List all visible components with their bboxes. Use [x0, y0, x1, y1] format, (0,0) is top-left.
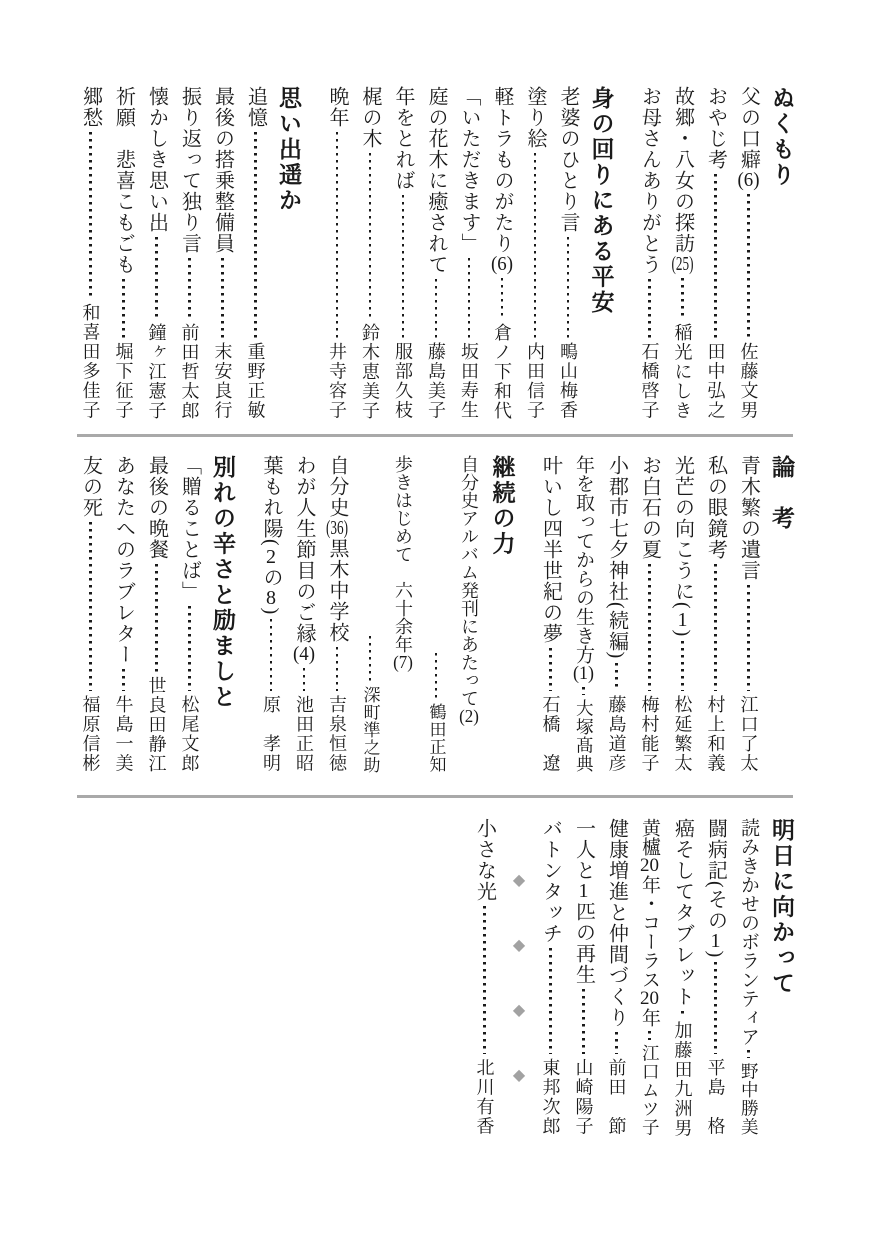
entry-author: 原 孝明: [261, 695, 281, 773]
toc-entry: [79, 455, 103, 773]
entry-title: 庭の花木に癒されて: [425, 86, 447, 275]
diamond-icon: ◆: [509, 1000, 527, 1019]
entry-title: 軽トラものがたり(6): [491, 86, 513, 274]
toc-entry: [539, 818, 563, 1136]
dot-leader: [155, 237, 158, 319]
entry-title: 懐かしき思い出: [145, 86, 168, 233]
entry-author: 末安良行: [212, 342, 233, 420]
entry-title: 友の死: [79, 455, 102, 518]
entry-title: わが人生節目のご縁(4): [293, 455, 315, 664]
entry-author: 松延繁太: [672, 695, 693, 773]
dot-leader: [747, 194, 750, 338]
entry-title: 「贈ることば」: [178, 455, 201, 602]
entry-author: 池田正昭: [294, 695, 314, 773]
toc-entry: [671, 455, 695, 773]
toc-entry: [325, 455, 349, 773]
entry-title: 晩年: [326, 86, 348, 128]
dot-leader: [89, 522, 92, 691]
diamond-icon: ◆: [509, 870, 527, 889]
entry-title: 光芒の向こうに(1): [671, 455, 694, 638]
entry-author: 吉泉恒徳: [327, 695, 347, 773]
entry-title: 癌そしてタブレット: [671, 818, 694, 1007]
toc-band-top: [0, 86, 875, 420]
entry-title: 祈願 悲喜こもごも: [112, 86, 135, 275]
dot-leader: [615, 663, 618, 691]
dot-leader: [188, 258, 191, 319]
entry-title: 年をとれば: [392, 86, 414, 191]
entry-title: 最後の晩餐: [145, 455, 168, 560]
toc-entry: [638, 818, 662, 1136]
dot-leader: [567, 237, 570, 338]
dot-leader: [303, 668, 306, 691]
entry-author: 和喜田多佳子: [80, 303, 101, 420]
toc-entry: [605, 818, 629, 1136]
toc-entry: [325, 86, 349, 420]
dot-leader: [483, 906, 486, 1054]
tcy-number: 20: [640, 989, 659, 1008]
toc-entry: [292, 455, 316, 773]
toc-entry: [572, 455, 596, 773]
dot-leader: [534, 153, 537, 338]
entry-title: 歩きはじめて 六十余年(7): [393, 455, 413, 671]
entry-author: 江口ムツ子: [640, 1043, 661, 1136]
entry-title: お白石の夏: [638, 455, 661, 560]
entry-author: 江口了太: [738, 695, 759, 773]
section-header: 思い出遥か: [276, 86, 302, 214]
dot-leader: [89, 132, 92, 299]
entry-title: 故郷・八女の探訪(25): [671, 86, 694, 274]
toc-entry: [112, 86, 136, 420]
entry-author: 重野正敏: [245, 342, 266, 420]
entry-author: 坂田寿生: [459, 342, 479, 420]
diamond-separator: [506, 818, 530, 1136]
dot-leader: [615, 1032, 618, 1054]
section-divider-rule: [77, 434, 793, 437]
entry-author: 前田 節: [606, 1058, 627, 1136]
dot-leader: [582, 687, 585, 695]
toc-entry: [79, 86, 103, 420]
toc-entry: [556, 86, 580, 420]
toc-entry: [704, 86, 728, 420]
dot-leader: [648, 279, 651, 338]
toc-entry: [457, 455, 481, 773]
dot-leader: [501, 278, 504, 319]
dot-leader: [747, 1050, 750, 1058]
entry-author: 前田哲太郎: [179, 322, 200, 420]
entry-title: 父の口癖(6): [737, 86, 760, 190]
entry-author: 世良田静江: [146, 675, 167, 773]
entry-author: 藤島美子: [426, 342, 446, 420]
toc-entry: [473, 818, 497, 1136]
dot-leader: [549, 648, 552, 691]
tcy-number: 8: [266, 587, 276, 608]
entry-title: 自分史(36)黒木中学校: [326, 455, 348, 643]
tcy-number: (6): [737, 170, 760, 190]
tcy-number: (7): [393, 653, 413, 671]
toc-entry: [638, 86, 662, 420]
toc-entry: [112, 455, 136, 773]
entry-title: 健康増進と仲間づくり: [605, 818, 628, 1028]
entry-title: 年を取ってからの生き方(1): [573, 455, 594, 683]
toc-entry: [391, 86, 415, 420]
tcy-number: (1): [573, 664, 594, 683]
section-header: 明日に向かって: [769, 818, 795, 997]
toc-entry: [572, 818, 596, 1136]
tcy-number: 1: [710, 930, 721, 951]
entry-author: 鴫山梅香: [558, 342, 578, 420]
toc-entry-author-column: [358, 455, 382, 773]
entry-author: 平島 格: [705, 1058, 726, 1136]
entry-author: 松尾文郎: [179, 695, 200, 773]
diamond-icon: ◆: [509, 935, 527, 954]
entry-author: 堀下征子: [113, 342, 134, 420]
entry-title: 追憶: [244, 86, 267, 128]
toc-entry: [358, 86, 382, 420]
tcy-number: (6): [491, 254, 513, 274]
entry-title: 小郡市七夕神社(続編): [605, 455, 628, 660]
entry-title: 「いただきます」: [458, 86, 480, 254]
dot-leader: [435, 279, 438, 338]
dot-leader: [648, 1031, 651, 1040]
toc-entry: [178, 455, 202, 773]
entry-author: 村上和義: [705, 695, 726, 773]
entry-author: 藤島道彦: [606, 695, 627, 773]
dot-leader: [155, 564, 158, 672]
tcy-number: 2: [266, 546, 276, 567]
entry-title: お母さんありがとう: [638, 86, 661, 275]
dot-leader: [369, 636, 372, 682]
dot-leader: [369, 153, 372, 319]
toc-entry: [671, 86, 695, 420]
toc-entry: [424, 86, 448, 420]
toc-entry: [244, 86, 268, 420]
entry-author: 牛島一美: [113, 695, 134, 773]
dot-leader: [188, 606, 191, 691]
tcy-number: (36): [326, 518, 348, 538]
toc-entry: [457, 86, 481, 420]
entry-title: 黄櫨20年・コーラス20年: [639, 818, 660, 1027]
toc-entry: [259, 455, 283, 773]
entry-title: 老婆のひとり言: [557, 86, 579, 233]
toc-band-middle: [0, 455, 875, 773]
dot-leader: [648, 564, 651, 691]
entry-title: 自分史アルバム発刊にあたって(2): [459, 455, 479, 725]
dot-leader: [468, 258, 471, 338]
entry-title: 私の眼鏡考: [704, 455, 727, 560]
entry-title: 叶いし四半世紀の夢: [539, 455, 562, 644]
entry-author: 倉ノ下和代: [492, 322, 512, 420]
entry-author: 鐘ヶ江憲子: [146, 322, 167, 420]
entry-title: 振り返って独り言: [178, 86, 201, 254]
section-header: 論 考: [769, 455, 795, 532]
entry-title: おやじ考: [704, 86, 727, 170]
dot-leader: [402, 195, 405, 338]
dot-leader: [122, 279, 125, 338]
dot-leader: [714, 174, 717, 338]
entry-author: 北川有香: [474, 1058, 495, 1136]
toc-entry: [737, 86, 761, 420]
section-header: 継続の力: [489, 455, 516, 557]
entry-author: 石橋啓子: [639, 342, 660, 420]
toc-entry: [523, 86, 547, 420]
entry-author: 稲光にしき: [672, 322, 693, 420]
entry-title: 最後の搭乗整備員: [211, 86, 234, 254]
entry-title: あなたへのラブレター: [112, 455, 135, 665]
entry-title: 一人と1匹の再生: [572, 818, 595, 985]
entry-author: 鈴木恵美子: [360, 322, 380, 420]
section-header: 身の回りにある平安: [588, 86, 615, 316]
tcy-number: 20: [640, 856, 659, 875]
entry-author: 鶴田正知: [426, 703, 446, 773]
entry-author: 井寺容子: [327, 342, 347, 420]
dot-leader: [582, 989, 585, 1054]
toc-entry: [605, 455, 629, 773]
entry-author: 田中弘之: [705, 342, 726, 420]
entry-author: 深町準之助: [360, 685, 380, 773]
dot-leader: [714, 564, 717, 691]
section-divider-rule: [77, 795, 793, 798]
toc-entry: [737, 818, 761, 1136]
dot-leader: [681, 641, 684, 691]
dot-leader: [714, 962, 717, 1054]
dot-leader: [681, 1011, 684, 1017]
dot-leader: [122, 669, 125, 691]
entry-title: 青木繁の遺言: [737, 455, 760, 581]
dot-leader: [221, 258, 224, 338]
dot-leader: [435, 653, 438, 699]
entry-author: 山崎陽子: [573, 1058, 594, 1136]
entry-author: 加藤田九洲男: [672, 1021, 693, 1138]
tcy-number: (25): [671, 254, 694, 274]
dot-leader: [270, 619, 273, 691]
tcy-number: (4): [293, 644, 315, 664]
entry-author: 梅村能子: [639, 695, 660, 773]
tcy-number: 1: [578, 881, 589, 901]
toc-entry: [671, 818, 695, 1136]
toc-entry: [737, 455, 761, 773]
toc-entry-author-column: [424, 455, 448, 773]
entry-author: 内田信子: [525, 342, 545, 420]
section-header: ぬくもり: [769, 86, 795, 188]
entry-title: 闘病記(その1): [704, 818, 727, 959]
entry-title: 梶の木: [359, 86, 381, 149]
tcy-number: (2): [459, 707, 479, 725]
toc-entry: [704, 818, 728, 1136]
entry-author: 大塚髙典: [574, 699, 595, 773]
dot-leader: [336, 132, 339, 338]
dot-leader: [254, 132, 257, 338]
toc-entry: [490, 86, 514, 420]
entry-author: 服部久枝: [393, 342, 413, 420]
toc-entry: [178, 86, 202, 420]
dot-leader: [336, 647, 339, 691]
toc-entry: [145, 86, 169, 420]
toc-entry: [211, 86, 235, 420]
dot-leader: [681, 278, 684, 319]
entry-title: バトンタッチ: [539, 818, 562, 944]
entry-author: 野中勝美: [739, 1062, 760, 1136]
entry-author: 石橋 遼: [540, 695, 561, 773]
entry-title: 郷愁: [79, 86, 102, 128]
entry-author: 東邦次郎: [540, 1058, 561, 1136]
dot-leader: [747, 585, 750, 691]
toc-entry: [638, 455, 662, 773]
entry-title: 読みきかせのボランティア: [738, 818, 759, 1046]
entry-author: 福原信彬: [80, 695, 101, 773]
toc-band-bottom: [0, 818, 875, 1136]
entry-author: 佐藤文男: [738, 342, 759, 420]
section-header: 別れの辛さと励ましと: [210, 455, 236, 710]
toc-entry: [704, 455, 728, 773]
entry-title: 葉もれ陽(2の8): [260, 455, 282, 616]
entry-title: 塗り絵: [524, 86, 546, 149]
tcy-number: 1: [677, 609, 688, 630]
dot-leader: [549, 948, 552, 1054]
toc-entry: [145, 455, 169, 773]
toc-entry: [391, 455, 415, 773]
toc-entry: [539, 455, 563, 773]
diamond-icon: ◆: [509, 1065, 527, 1084]
entry-title: 小さな光: [473, 818, 496, 902]
